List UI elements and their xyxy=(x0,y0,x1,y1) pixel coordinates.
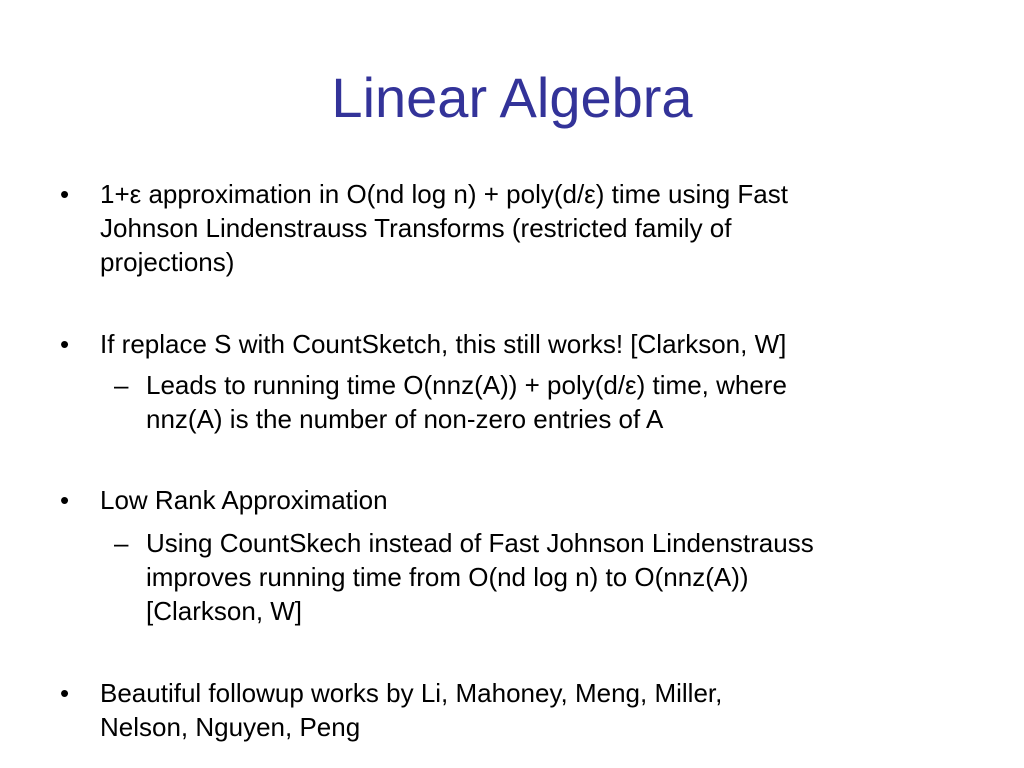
sub-bullet-line: improves running time from O(nd log n) to O(nnz(A)) xyxy=(146,562,749,592)
sub-bullet-marker: – xyxy=(114,528,129,558)
bullet-line: Beautiful followup works by Li, Mahoney, Meng, Miller, xyxy=(100,678,723,708)
bullet-line: If replace S with CountSketch, this still works! [Clarkson, W] xyxy=(100,329,787,359)
sub-bullet-text xyxy=(146,526,986,628)
sub-bullet-line: Using CountSkech instead of Fast Johnson Lindenstrauss xyxy=(146,528,814,558)
bullet-text xyxy=(100,676,980,744)
bullet-line: Nelson, Nguyen, Peng xyxy=(100,712,361,742)
bullet-line: 1+ε approximation in O(nd log n) + poly(d/ε) time using Fast xyxy=(100,179,788,209)
bullet-text xyxy=(100,177,980,279)
bullet-text xyxy=(100,483,980,517)
bullet-line: Low Rank Approximation xyxy=(100,485,388,515)
bullet-marker: • xyxy=(60,179,70,209)
bullet-marker: • xyxy=(60,485,70,515)
sub-bullet-line: nnz(A) is the number of non-zero entries of A xyxy=(146,404,664,434)
slide-title: Linear Algebra xyxy=(331,66,693,129)
bullet-text xyxy=(100,327,980,361)
sub-bullet-line: [Clarkson, W] xyxy=(146,596,303,626)
bullet-marker: • xyxy=(60,329,70,359)
bullet-line: projections) xyxy=(100,247,235,277)
sub-bullet-line: Leads to running time O(nnz(A)) + poly(d/ε) time, where xyxy=(146,370,787,400)
bullet-line: Johnson Lindenstrauss Transforms (restricted family of xyxy=(100,213,732,243)
sub-bullet-text xyxy=(146,368,986,436)
bullet-marker: • xyxy=(60,678,70,708)
sub-bullet-marker: – xyxy=(114,370,129,400)
